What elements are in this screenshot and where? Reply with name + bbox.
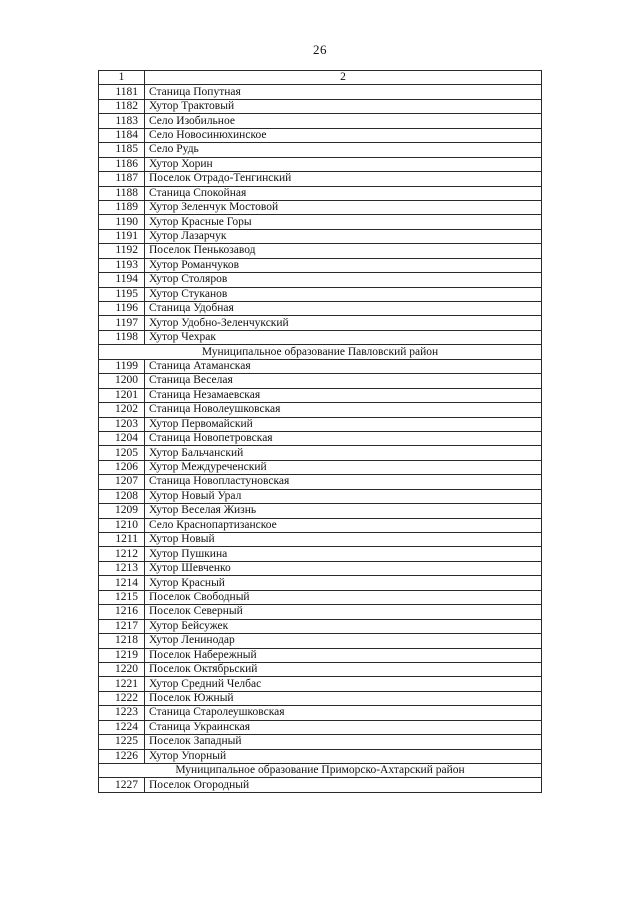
settlement-name: Хутор Новый (145, 533, 542, 547)
settlement-name: Станица Незамаевская (145, 388, 542, 402)
row-number: 1225 (99, 735, 145, 749)
table-row (99, 330, 542, 344)
table-row (99, 287, 542, 301)
settlement-name: Станица Новолеушковская (145, 403, 542, 417)
table-row (99, 706, 542, 720)
settlement-name: Станица Спокойная (145, 186, 542, 200)
settlement-name: Станица Удобная (145, 302, 542, 316)
row-number: 1183 (99, 114, 145, 128)
row-number: 1205 (99, 446, 145, 460)
table-row (99, 648, 542, 662)
row-number: 1186 (99, 157, 145, 171)
table-row (99, 99, 542, 113)
row-number: 1185 (99, 143, 145, 157)
settlement-name: Хутор Зеленчук Мостовой (145, 200, 542, 214)
row-number: 1202 (99, 403, 145, 417)
row-number: 1181 (99, 85, 145, 99)
settlement-name: Хутор Новый Урал (145, 489, 542, 503)
row-number: 1194 (99, 273, 145, 287)
settlement-name: Станица Веселая (145, 374, 542, 388)
table-row (99, 518, 542, 532)
settlement-name: Хутор Средний Челбас (145, 677, 542, 691)
table-row (99, 489, 542, 503)
settlement-name: Хутор Красные Горы (145, 215, 542, 229)
row-number: 1189 (99, 200, 145, 214)
settlement-name: Хутор Хорин (145, 157, 542, 171)
settlement-name: Село Краснопартизанское (145, 518, 542, 532)
row-number: 1215 (99, 590, 145, 604)
settlement-name: Село Рудь (145, 143, 542, 157)
settlement-name: Поселок Пенькозавод (145, 244, 542, 258)
row-number: 1188 (99, 186, 145, 200)
table-row (99, 273, 542, 287)
table-row (99, 547, 542, 561)
table-row (99, 590, 542, 604)
row-number: 1219 (99, 648, 145, 662)
table-row (99, 431, 542, 445)
settlement-name: Поселок Свободный (145, 590, 542, 604)
table-row (99, 316, 542, 330)
row-number: 1220 (99, 662, 145, 676)
settlement-name: Хутор Трактовый (145, 99, 542, 113)
section-header-row (99, 345, 542, 359)
row-number: 1184 (99, 128, 145, 142)
row-number: 1212 (99, 547, 145, 561)
settlement-name: Хутор Первомайский (145, 417, 542, 431)
table-row (99, 720, 542, 734)
table-row (99, 778, 542, 792)
table-row (99, 215, 542, 229)
row-number: 1226 (99, 749, 145, 763)
table-row (99, 605, 542, 619)
table-row (99, 114, 542, 128)
settlement-name: Село Изобильное (145, 114, 542, 128)
table-row (99, 388, 542, 402)
row-number: 1216 (99, 605, 145, 619)
settlement-name: Станица Новопластуновская (145, 475, 542, 489)
table-row (99, 460, 542, 474)
row-number: 1182 (99, 99, 145, 113)
row-number: 1206 (99, 460, 145, 474)
settlements-table (98, 70, 542, 793)
table-row (99, 244, 542, 258)
row-number: 1223 (99, 706, 145, 720)
table-body (99, 85, 542, 792)
settlement-name: Хутор Бальчанский (145, 446, 542, 460)
settlement-name: Поселок Набережный (145, 648, 542, 662)
table-row (99, 229, 542, 243)
row-number: 1207 (99, 475, 145, 489)
settlement-name: Поселок Западный (145, 735, 542, 749)
row-number: 1196 (99, 302, 145, 316)
row-number: 1192 (99, 244, 145, 258)
column-header-number: 1 (99, 71, 145, 85)
settlement-name: Хутор Веселая Жизнь (145, 504, 542, 518)
settlement-name: Хутор Стуканов (145, 287, 542, 301)
row-number: 1217 (99, 619, 145, 633)
settlement-name: Хутор Лазарчук (145, 229, 542, 243)
settlement-name: Поселок Южный (145, 691, 542, 705)
table-row (99, 662, 542, 676)
settlement-name: Станица Попутная (145, 85, 542, 99)
section-header-row (99, 764, 542, 778)
table-row (99, 475, 542, 489)
settlement-name: Поселок Северный (145, 605, 542, 619)
row-number: 1190 (99, 215, 145, 229)
row-number: 1213 (99, 561, 145, 575)
settlement-name: Село Новосинюхинское (145, 128, 542, 142)
table-row (99, 533, 542, 547)
table-row (99, 735, 542, 749)
table-row (99, 749, 542, 763)
settlement-name: Хутор Бейсужек (145, 619, 542, 633)
table-row (99, 85, 542, 99)
section-header-label: Муниципальное образование Павловский район (99, 345, 542, 359)
row-number: 1204 (99, 431, 145, 445)
row-number: 1210 (99, 518, 145, 532)
table-row (99, 504, 542, 518)
settlement-name: Поселок Отрадо-Тенгинский (145, 172, 542, 186)
table-row (99, 143, 542, 157)
row-number: 1201 (99, 388, 145, 402)
row-number: 1193 (99, 258, 145, 272)
table-row (99, 619, 542, 633)
settlement-name: Хутор Упорный (145, 749, 542, 763)
row-number: 1200 (99, 374, 145, 388)
settlement-name: Хутор Ленинодар (145, 634, 542, 648)
page-number: 26 (313, 42, 327, 57)
row-number: 1187 (99, 172, 145, 186)
table-row (99, 200, 542, 214)
row-number: 1214 (99, 576, 145, 590)
column-header-name: 2 (145, 71, 542, 85)
table-row (99, 576, 542, 590)
table-row (99, 561, 542, 575)
settlement-name: Станица Новопетровская (145, 431, 542, 445)
settlement-name: Хутор Шевченко (145, 561, 542, 575)
table-row (99, 302, 542, 316)
row-number: 1191 (99, 229, 145, 243)
settlement-name: Хутор Пушкина (145, 547, 542, 561)
row-number: 1197 (99, 316, 145, 330)
row-number: 1199 (99, 359, 145, 373)
row-number: 1227 (99, 778, 145, 792)
settlement-name: Хутор Столяров (145, 273, 542, 287)
settlement-name: Хутор Романчуков (145, 258, 542, 272)
row-number: 1222 (99, 691, 145, 705)
row-number: 1221 (99, 677, 145, 691)
row-number: 1218 (99, 634, 145, 648)
row-number: 1198 (99, 330, 145, 344)
section-header-label: Муниципальное образование Приморско-Ахтарский район (99, 764, 542, 778)
table-row (99, 258, 542, 272)
settlement-name: Поселок Огородный (145, 778, 542, 792)
row-number: 1208 (99, 489, 145, 503)
settlement-name: Хутор Красный (145, 576, 542, 590)
row-number: 1211 (99, 533, 145, 547)
settlement-name: Хутор Чехрак (145, 330, 542, 344)
table-row (99, 359, 542, 373)
settlement-name: Поселок Октябрьский (145, 662, 542, 676)
settlement-name: Станица Старолеушковская (145, 706, 542, 720)
table-row (99, 374, 542, 388)
table-row (99, 417, 542, 431)
table-row (99, 677, 542, 691)
table-row (99, 172, 542, 186)
table-row (99, 186, 542, 200)
settlement-name: Станица Атаманская (145, 359, 542, 373)
table-header-row (99, 71, 542, 85)
settlement-name: Хутор Удобно-Зеленчукский (145, 316, 542, 330)
row-number: 1195 (99, 287, 145, 301)
table-row (99, 634, 542, 648)
row-number: 1224 (99, 720, 145, 734)
table-row (99, 157, 542, 171)
row-number: 1209 (99, 504, 145, 518)
table-row (99, 446, 542, 460)
settlement-name: Хутор Междуреченский (145, 460, 542, 474)
row-number: 1203 (99, 417, 145, 431)
table-row (99, 403, 542, 417)
table-row (99, 691, 542, 705)
settlement-name: Станица Украинская (145, 720, 542, 734)
table-row (99, 128, 542, 142)
